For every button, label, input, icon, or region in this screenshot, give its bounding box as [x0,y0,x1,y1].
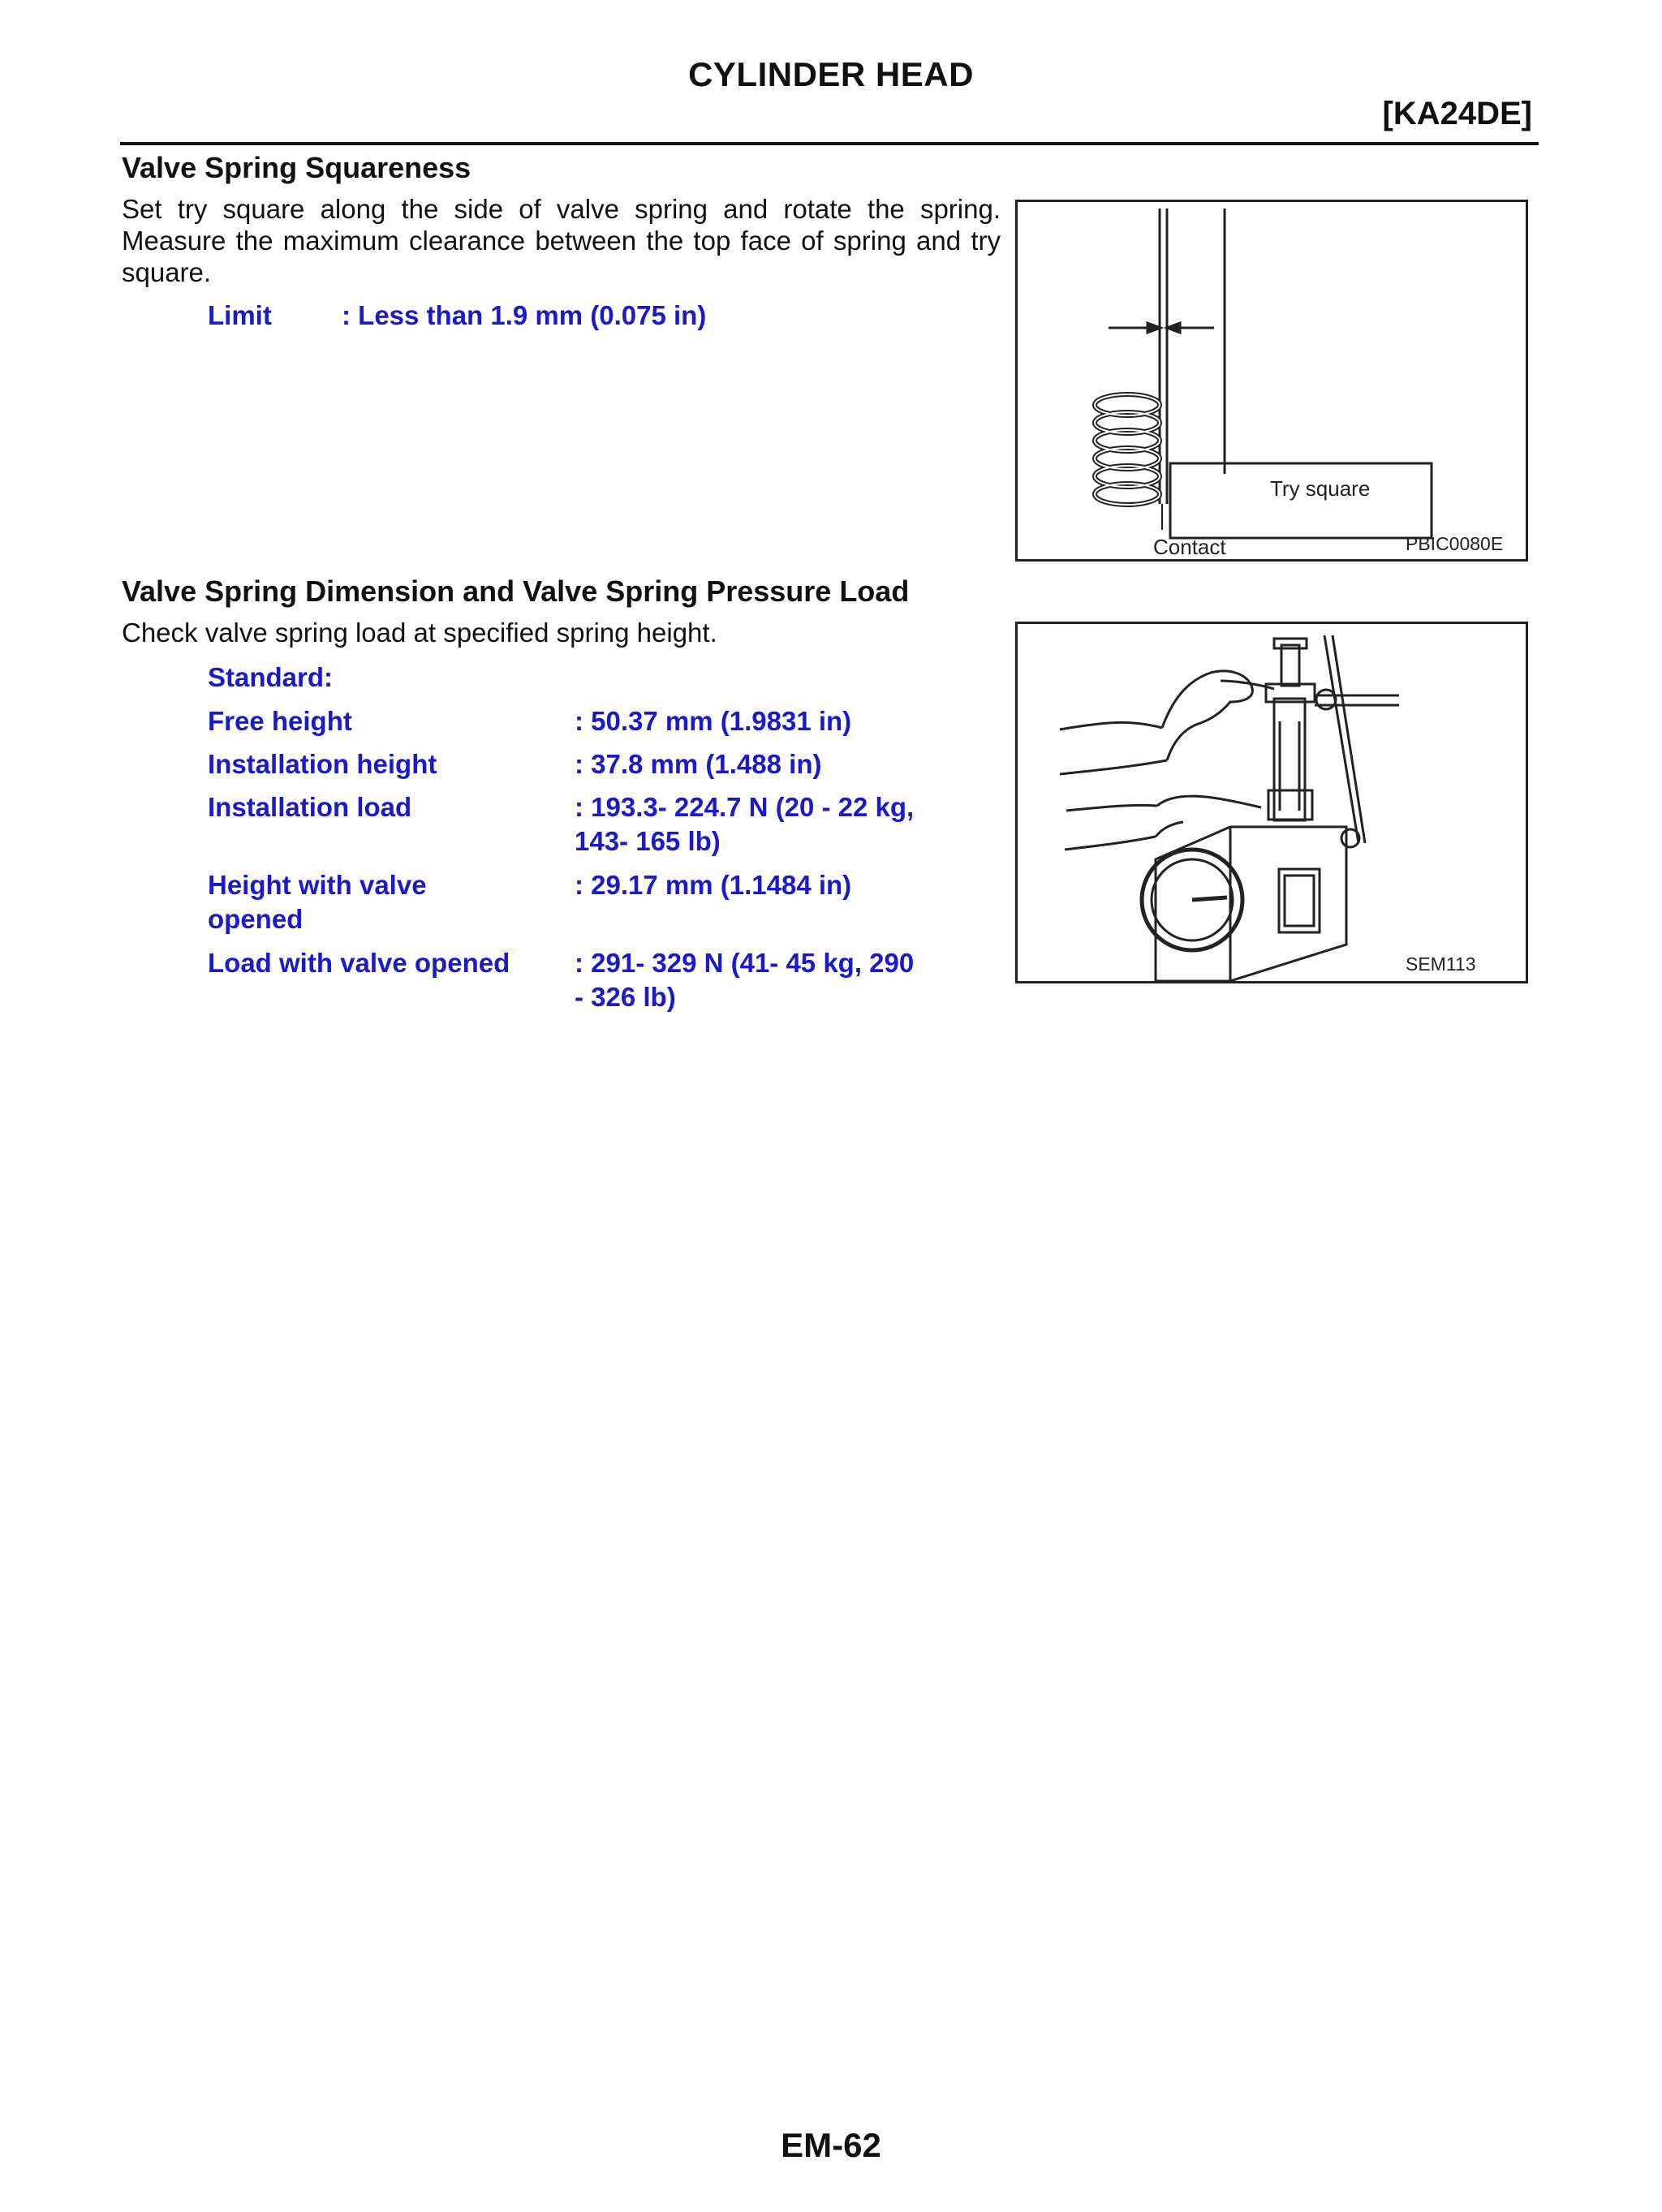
spec-value-installation-load: : 193.3- 224.7 N (20 - 22 kg, [575,792,915,822]
dimension-heading: Valve Spring Dimension and Valve Spring Pressure Load [122,575,910,608]
page-number: EM-62 [781,2126,881,2164]
spec-label-installation-height: Installation height [208,749,437,779]
dimension-instructions: Check valve spring load at specified spring height. [122,618,717,648]
spec-value-load-valve-opened: : 291- 329 N (41- 45 kg, 290 [575,948,915,978]
limit-label: Limit [208,300,272,330]
spec-label-height-valve-opened: Height with valve [208,870,427,900]
spec-label-height-valve-opened-cont: opened [208,904,304,934]
contact-label: Contact [1153,535,1226,559]
spring-tester-figure [1015,622,1528,983]
try-square-illustration [1018,202,1531,564]
squareness-figure [1015,200,1528,562]
squareness-instructions: Set try square along the side of valve spring and rotate the spring. Measure the maximum clearance between the top face of spring and try square. [122,194,1001,287]
spec-label-installation-load: Installation load [208,792,412,822]
spec-label-load-valve-opened: Load with valve opened [208,948,510,978]
spec-value-installation-load-cont: 143- 165 lb) [575,826,721,856]
squareness-heading: Valve Spring Squareness [122,151,471,184]
figure-code-pbic0080e: PBIC0080E [1406,533,1504,554]
spec-label-free-height: Free height [208,706,352,736]
limit-value: : Less than 1.9 mm (0.075 in) [342,300,707,330]
spec-value-load-valve-opened-cont: - 326 lb) [575,982,676,1012]
figure-code-sem113: SEM113 [1406,953,1476,975]
spec-value-free-height: : 50.37 mm (1.9831 in) [575,706,852,736]
section-code: [KA24DE] [1382,96,1532,131]
try-square-label: Try square [1270,476,1371,501]
page-title: CYLINDER HEAD [688,55,974,93]
spec-value-height-valve-opened: : 29.17 mm (1.1484 in) [575,870,852,900]
standard-label: Standard: [208,662,334,692]
spec-value-installation-height: : 37.8 mm (1.488 in) [575,749,822,779]
spring-tester-illustration [1018,624,1531,986]
header-divider [120,142,1539,145]
